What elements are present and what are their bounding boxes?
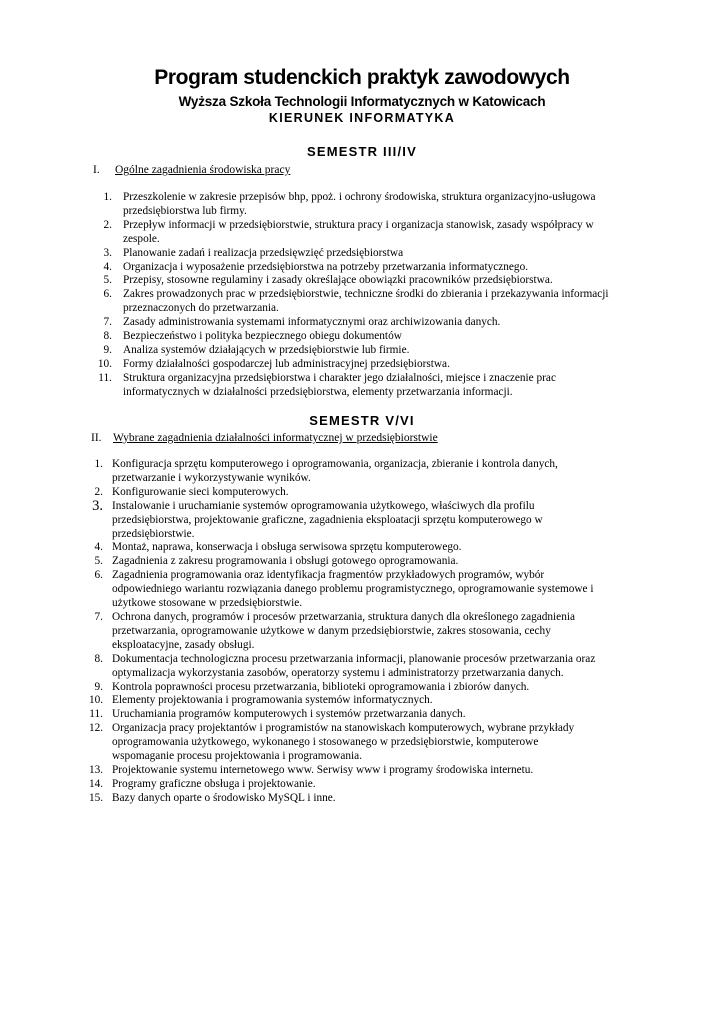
document-title: Program studenckich praktyk zawodowych xyxy=(154,66,570,89)
list-item xyxy=(97,330,657,344)
list-item-number: 14. xyxy=(89,777,104,790)
list-item xyxy=(89,764,649,778)
section-heading-2 xyxy=(91,431,438,445)
list-item-line: Ochrona danych, programów i procesów przetwarzania, struktura danych dla określonego zagadnienia xyxy=(112,610,575,623)
list-item-number: 3. xyxy=(92,497,103,514)
list-item-text xyxy=(97,344,657,358)
list-item-line: optymalizacja wykorzystania zasobów, operatorzy systemu i administratorzy przetwarzania danych. xyxy=(112,666,564,679)
section-number: II. xyxy=(91,432,102,444)
list-item xyxy=(89,569,649,611)
list-item-number: 8. xyxy=(94,652,103,665)
list-item-line: eksploatacyjne, zasady obsługi. xyxy=(112,638,255,651)
list-item-text xyxy=(89,708,649,722)
list-item-line: Zakres prowadzonych prac w przedsiębiorstwie, techniczne środki do zbierania i przekazywania informacji xyxy=(123,288,609,301)
list-item-line: przetwarzanie i wykorzystywanie wyników. xyxy=(112,471,311,484)
list-item-text xyxy=(97,288,657,316)
list-item xyxy=(89,792,649,806)
semester1-list xyxy=(97,191,657,400)
list-item-line: Przeszkolenie w zakresie przepisów bhp, ppoż. i ochrony środowiska, struktura organizacyjno-usługowa xyxy=(123,191,596,203)
list-item-number: 15. xyxy=(89,791,104,804)
list-item-text xyxy=(89,694,649,708)
list-item xyxy=(97,372,657,400)
list-item-line: Zagadnienia z zakresu programowania i obsługi gotowego oprogramowania. xyxy=(112,555,459,568)
list-item-line: Formy działalności gospodarczej lub administracyjnej przedsiębiorstwa. xyxy=(123,357,450,370)
list-item-text xyxy=(89,764,649,778)
faculty-name: KIERUNEK INFORMATYKA xyxy=(268,111,456,125)
list-item-text xyxy=(89,778,649,792)
list-item-number: 10. xyxy=(97,357,112,370)
list-item-text xyxy=(97,191,657,219)
list-item-number: 11. xyxy=(89,708,103,721)
list-item-line: zespole. xyxy=(123,232,160,245)
list-item-text xyxy=(89,555,649,569)
section-title: Ogólne zagadnienia środowiska pracy xyxy=(115,164,291,176)
list-item xyxy=(89,458,649,486)
list-item-text xyxy=(97,330,657,344)
list-item-text xyxy=(97,358,657,372)
list-item xyxy=(89,497,649,542)
list-item xyxy=(89,611,649,653)
list-item-text xyxy=(97,261,657,275)
list-item xyxy=(89,555,649,569)
list-item-line: Przepływ informacji w przedsiębiorstwie, struktura pracy i organizacja stanowisk, zasady współpracy w xyxy=(123,218,594,231)
list-item-text xyxy=(89,681,649,695)
list-item-line: przedsiębiorstwa, projektowanie graficzne, zagadnienia eksploatacji sprzętu komputerowego w xyxy=(112,513,543,526)
list-item-number: 2. xyxy=(103,218,112,231)
list-item-text xyxy=(97,274,657,288)
list-item-number: 12. xyxy=(89,722,104,735)
list-item-line: przetwarzania, oprogramowanie użytkowe w danym przedsiębiorstwie, zakres stosowania, cechy xyxy=(112,624,551,637)
list-item-text xyxy=(89,792,649,806)
list-item-text xyxy=(97,219,657,247)
list-item-line: przeznaczonych do przetwarzania. xyxy=(123,302,279,315)
list-item-line: przedsiębiorstwie. xyxy=(112,527,195,540)
list-item xyxy=(89,778,649,792)
list-item-number: 7. xyxy=(94,610,103,623)
list-item-line: odpowiedniego wariantu rozwiązania danego problemu programistycznego, oprogramowanie systemowe i xyxy=(112,583,594,596)
list-item xyxy=(97,316,657,330)
section-title: Wybrane zagadnienia działalności informatycznej w przedsiębiorstwie xyxy=(113,432,438,444)
list-item xyxy=(97,191,657,219)
section-heading-1 xyxy=(93,163,290,177)
list-item-text xyxy=(97,316,657,330)
list-item-line: Bezpieczeństwo i polityka bezpiecznego obiegu dokumentów xyxy=(123,330,402,343)
list-item-line: oprogramowania użytkowego, wykonanego i stosowanego w przedsiębiorstwie, komputerowe xyxy=(112,736,539,749)
list-item-number: 9. xyxy=(94,680,103,693)
list-item xyxy=(97,274,657,288)
list-item xyxy=(89,541,649,555)
list-item xyxy=(97,247,657,261)
list-item xyxy=(89,722,649,764)
list-item-text xyxy=(89,653,649,681)
list-item-number: 4. xyxy=(103,260,112,273)
list-item-text xyxy=(89,541,649,555)
list-item-line: Struktura organizacyjna przedsiębiorstwa i charakter jego działalności, miejsce i znaczenie prac xyxy=(123,371,556,384)
list-item-line: Instalowanie i uruchamianie systemów oprogramowania użytkowego, właściwych dla profilu xyxy=(112,499,535,512)
list-item-line: Uruchamiania programów komputerowych i systemów przetwarzania danych. xyxy=(112,708,466,721)
list-item-line: przedsiębiorstwa lub firmy. xyxy=(123,204,247,217)
list-item-line: Kontrola poprawności procesu przetwarzania, biblioteki oprogramowania i zbiorów danych. xyxy=(112,680,530,693)
list-item-line: Konfiguracja sprzętu komputerowego i oprogramowania, organizacja, zbieranie i kontrola danych, xyxy=(112,458,558,470)
list-item-number: 11. xyxy=(98,371,112,384)
list-item-number: 13. xyxy=(89,763,104,776)
semester-heading-1: SEMESTR III/IV xyxy=(307,144,417,159)
list-item-number: 6. xyxy=(103,288,112,301)
list-item-line: Konfigurowanie sieci komputerowych. xyxy=(112,485,289,498)
list-item xyxy=(89,653,649,681)
list-item-line: Elementy projektowania i programowania systemów informatycznych. xyxy=(112,694,433,707)
list-item xyxy=(89,708,649,722)
list-item-number: 6. xyxy=(94,569,103,582)
list-item-text xyxy=(97,372,657,400)
list-item-line: informatycznych w działalności przedsiębiorstwa, elementy przetwarzania informacji. xyxy=(123,385,513,398)
section-number: I. xyxy=(93,164,100,176)
list-item xyxy=(97,261,657,275)
list-item-line: Projektowanie systemu internetowego www. Serwisy www i programy środowiska internetu. xyxy=(112,763,534,776)
list-item-line: Organizacja i wyposażenie przedsiębiorstwa na potrzeby przetwarzania informatycznego. xyxy=(123,260,529,273)
list-item-number: 7. xyxy=(103,316,112,329)
semester2-list xyxy=(89,458,649,806)
list-item-text xyxy=(89,497,649,542)
list-item-line: Montaż, naprawa, konserwacja i obsługa serwisowa sprzętu komputerowego. xyxy=(112,541,462,554)
list-item xyxy=(97,288,657,316)
list-item-line: wspomaganie procesu projektowania i programowania. xyxy=(112,750,363,763)
list-item-line: użytkowe stosowane w przedsiębiorstwie. xyxy=(112,597,303,610)
list-item xyxy=(89,694,649,708)
list-item xyxy=(89,486,649,500)
list-item-text xyxy=(97,247,657,261)
list-item-line: Przepisy, stosowne regulaminy i zasady określające obowiązki pracowników przedsiębiorstwa. xyxy=(123,274,553,287)
list-item-line: Dokumentacja technologiczna procesu przetwarzania informacji, planowanie procesów przetwarzania oraz xyxy=(112,652,596,665)
list-item-number: 1. xyxy=(94,458,103,470)
list-item-number: 4. xyxy=(94,541,103,554)
list-item-line: Organizacja pracy projektantów i programistów na stanowiskach komputerowych, wybrane przykłady xyxy=(112,722,575,735)
list-item-text xyxy=(89,486,649,500)
semester-heading-2: SEMESTR V/VI xyxy=(309,413,415,428)
list-item-text xyxy=(89,611,649,653)
list-item-line: Zasady administrowania systemami informatycznymi oraz archiwizowania danych. xyxy=(123,316,501,329)
list-item-number: 5. xyxy=(103,274,112,287)
list-item-number: 3. xyxy=(103,246,112,259)
list-item-line: Programy graficzne obsługa i projektowanie. xyxy=(112,777,316,790)
list-item-line: Zagadnienia programowania oraz identyfikacja fragmentów przykładowych programów, wybór xyxy=(112,569,545,582)
list-item-number: 10. xyxy=(89,694,104,707)
list-item-number: 5. xyxy=(94,555,103,568)
list-item xyxy=(97,344,657,358)
list-item-number: 9. xyxy=(103,343,112,356)
list-item-number: 2. xyxy=(94,485,103,498)
list-item-text xyxy=(89,458,649,486)
list-item xyxy=(97,358,657,372)
list-item xyxy=(97,219,657,247)
list-item-number: 1. xyxy=(103,191,112,203)
list-item xyxy=(89,681,649,695)
list-item-number: 8. xyxy=(103,330,112,343)
list-item-text xyxy=(89,722,649,764)
list-item-line: Bazy danych oparte o środowisko MySQL i inne. xyxy=(112,791,336,804)
list-item-line: Analiza systemów działających w przedsiębiorstwie lub firmie. xyxy=(123,343,410,356)
list-item-text xyxy=(89,569,649,611)
school-name: Wyższa Szkoła Technologii Informatycznych w Katowicach xyxy=(178,94,546,109)
list-item-line: Planowanie zadań i realizacja przedsięwzięć przedsiębiorstwa xyxy=(123,246,404,259)
